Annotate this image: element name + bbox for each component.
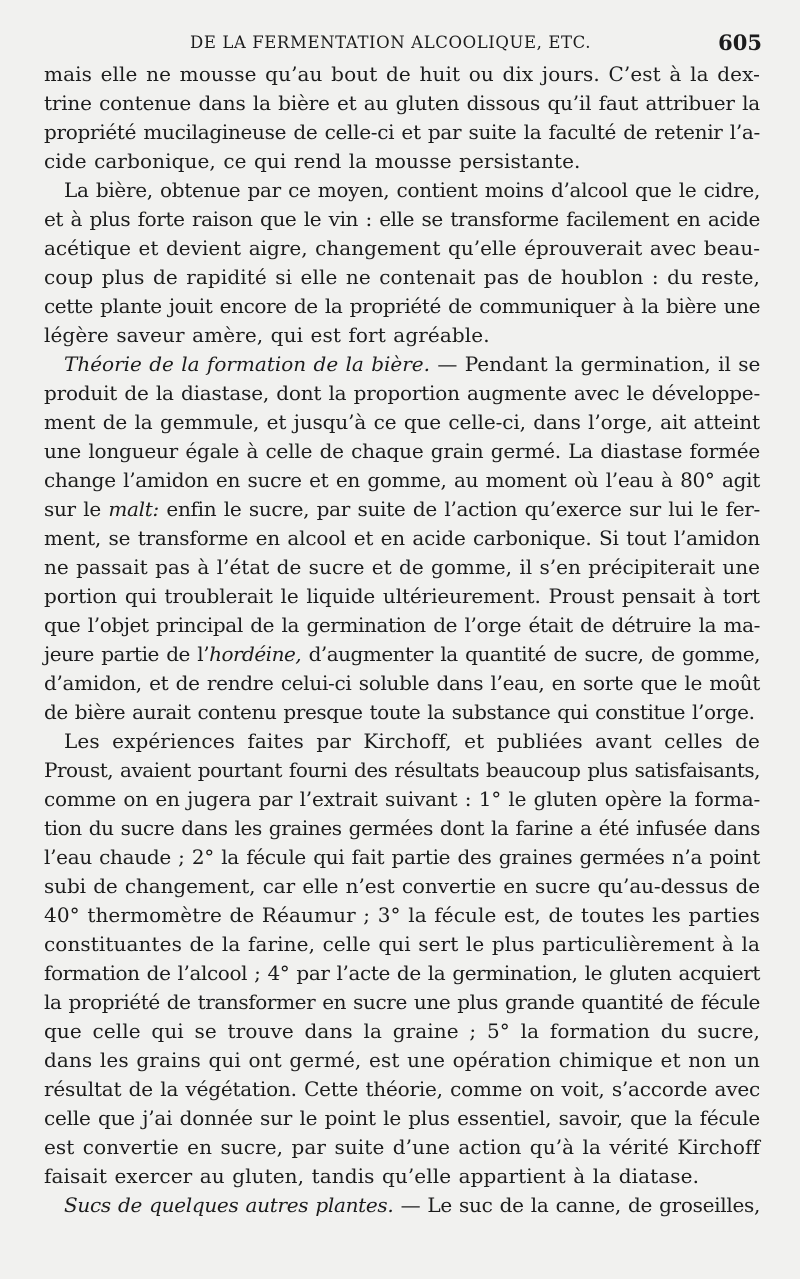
text-line: constituantes de la farine, celle qui sert le plus particulièrement à la: [44, 932, 760, 956]
text-line: une longueur égale à celle de chaque grain germé. La diastase formée: [44, 439, 760, 463]
text-line: ne passait pas à l’état de sucre et de gomme, il s’en précipiterait une: [44, 555, 760, 579]
text-line: portion qui troublerait le liquide ultérieurement. Proust pensait à tort: [44, 584, 760, 608]
text-line: l’eau chaude ; 2° la fécule qui fait partie des graines germées n’a point: [44, 845, 760, 869]
text-line: ment de la gemmule, et jusqu’à ce que celle-ci, dans l’orge, ait atteint: [44, 410, 760, 434]
text-line: jeure partie de l’hordéine, d’augmenter la quantité de sucre, de gomme,: [44, 642, 761, 666]
text-line: faisait exercer au gluten, tandis qu’elle appartient à la diatase.: [44, 1164, 700, 1188]
text-line: de bière aurait contenu presque toute la substance qui constitue l’orge.: [44, 700, 755, 724]
section-heading: Théorie de la formation de la bière.: [64, 352, 430, 376]
text-line: tion du sucre dans les graines germées dont la farine a été infusée dans: [44, 816, 760, 840]
page-header: [0, 30, 800, 60]
running-title: DE LA FERMENTATION ALCOOLIQUE, ETC.: [190, 33, 592, 52]
text-line: que l’objet principal de la germination de l’orge était de détruire la ma-: [44, 613, 760, 637]
text-line: formation de l’alcool ; 4° par l’acte de la germination, le gluten acquiert: [44, 961, 760, 985]
text-line: ment, se transforme en alcool et en acide carbonique. Si tout l’amidon: [44, 526, 760, 550]
text-line: Théorie de la formation de la bière. — Pendant la germination, il se: [64, 352, 761, 376]
text-line: résultat de la végétation. Cette théorie, comme on voit, s’accorde avec: [44, 1077, 760, 1101]
text-line: celle que j’ai donnée sur le point le plus essentiel, savoir, que la fécule: [44, 1106, 760, 1130]
text-line: et à plus forte raison que le vin : elle se transforme facilement en acide: [44, 207, 760, 231]
text-line: légère saveur amère, qui est fort agréable.: [44, 323, 490, 347]
text-line: trine contenue dans la bière et au gluten dissous qu’il faut attribuer la: [44, 91, 760, 115]
text-line: cide carbonique, ce qui rend la mousse persistante.: [44, 149, 581, 173]
text-line: comme on en jugera par l’extrait suivant : 1° le gluten opère la forma-: [44, 787, 760, 811]
text-line: change l’amidon en sucre et en gomme, au moment où l’eau à 80° agit: [44, 468, 760, 492]
text-line: La bière, obtenue par ce moyen, contient moins d’alcool que le cidre,: [64, 178, 760, 202]
page-number: 605: [718, 30, 762, 55]
text-line: dans les grains qui ont germé, est une opération chimique et non un: [44, 1048, 760, 1072]
text-line: que celle qui se trouve dans la graine ; 5° la formation du sucre,: [44, 1019, 760, 1043]
text-line: acétique et devient aigre, changement qu’elle éprouverait avec beau-: [44, 236, 760, 260]
text-line: produit de la diastase, dont la proportion augmente avec le développe-: [44, 381, 760, 405]
text-line: coup plus de rapidité si elle ne contenait pas de houblon : du reste,: [44, 265, 760, 289]
text-line: mais elle ne mousse qu’au bout de huit ou dix jours. C’est à la dex-: [44, 62, 760, 86]
text-line: d’amidon, et de rendre celui-ci soluble dans l’eau, en sorte que le moût: [44, 671, 760, 695]
text-line: Les expériences faites par Kirchoff, et publiées avant celles de: [64, 729, 760, 753]
text-line: 40° thermomètre de Réaumur ; 3° la fécule est, de toutes les parties: [44, 903, 760, 927]
text-line: propriété mucilagineuse de celle-ci et par suite la faculté de retenir l’a-: [44, 120, 760, 144]
text-line: Proust, avaient pourtant fourni des résultats beaucoup plus satisfaisants,: [44, 758, 760, 782]
text-line: est convertie en sucre, par suite d’une action qu’à la vérité Kirchoff: [44, 1135, 760, 1159]
text-line: cette plante jouit encore de la propriété de communiquer à la bière une: [44, 294, 760, 318]
section-heading: Sucs de quelques autres plantes.: [64, 1193, 394, 1217]
text-line: la propriété de transformer en sucre une plus grande quantité de fécule: [44, 990, 760, 1014]
text-line: sur le malt: enfin le sucre, par suite de l’action qu’exerce sur lui le fer-: [44, 497, 760, 521]
text-line: subi de changement, car elle n’est convertie en sucre qu’au-dessus de: [44, 874, 760, 898]
text-line: Sucs de quelques autres plantes. — Le suc de la canne, de groseilles,: [64, 1193, 760, 1217]
body-text: [44, 60, 760, 1220]
